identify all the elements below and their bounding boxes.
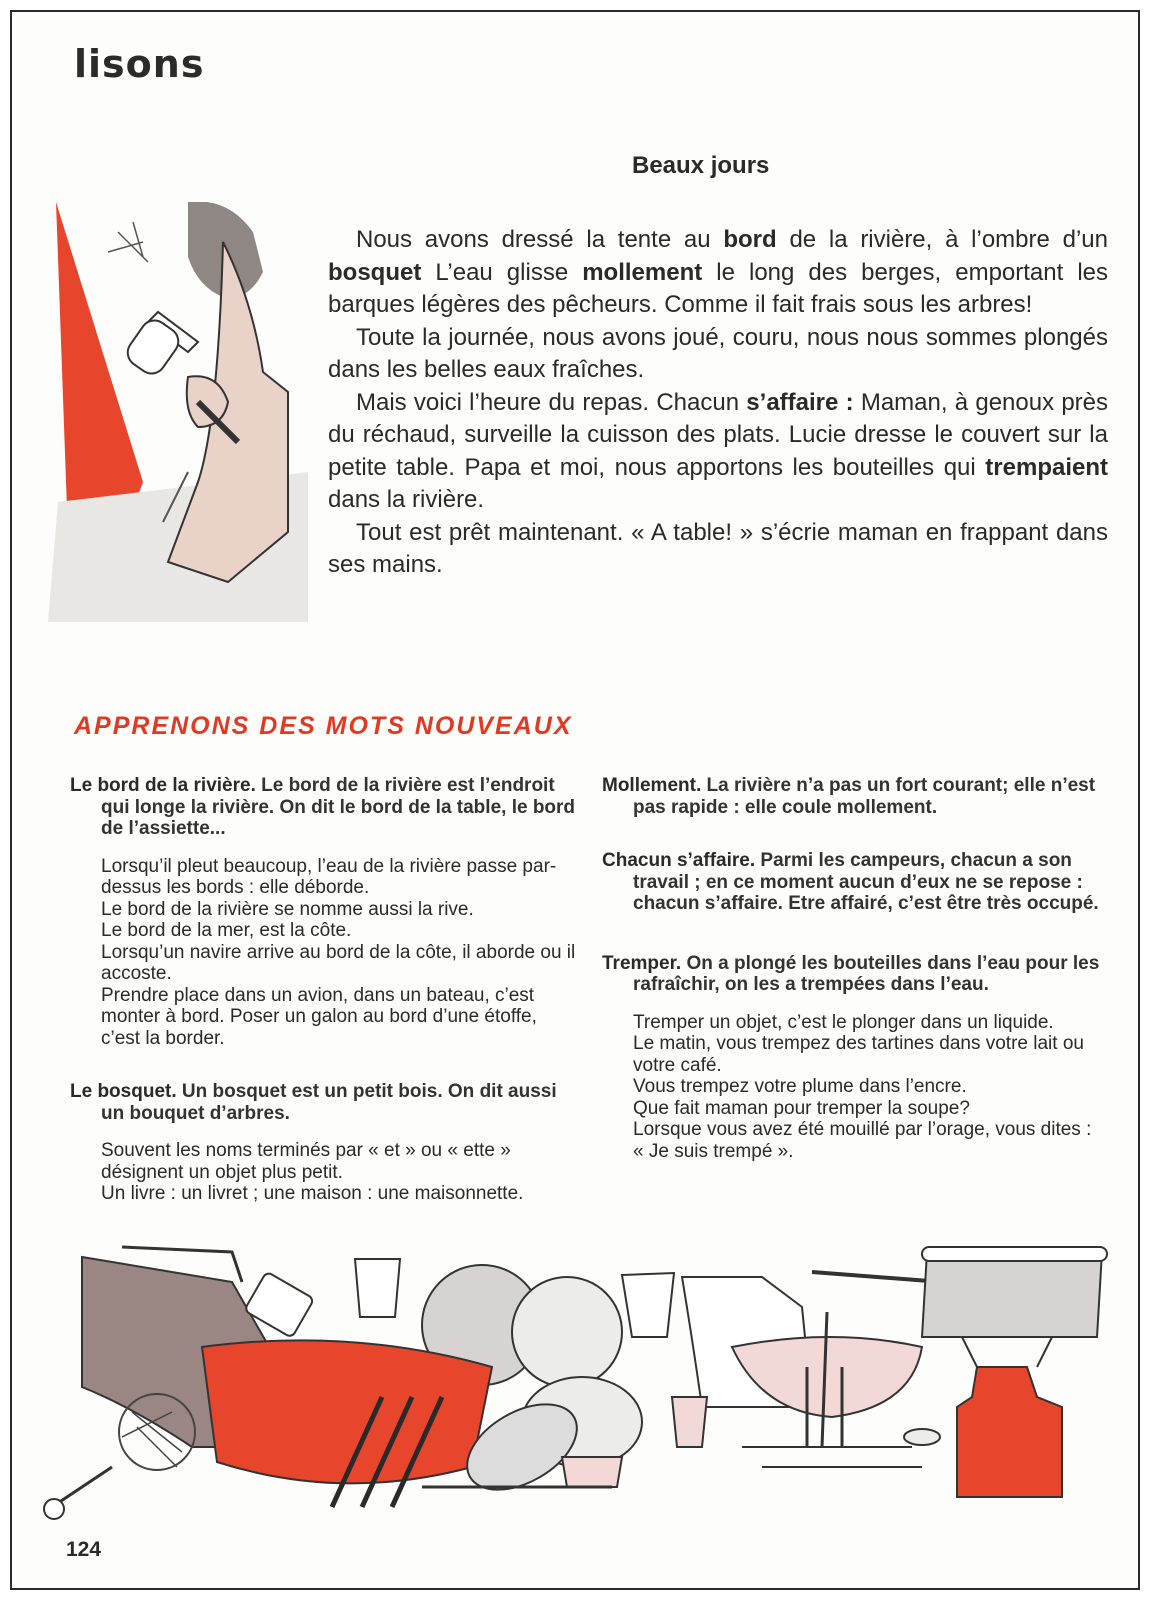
example-line: Lorsqu’il pleut beaucoup, l’eau de la rivière passe par-dessus les bords : elle déborde. [101,855,557,898]
vocab-entry-mollement [602,775,1107,818]
story-text-run: de la rivière, à l’ombre d’un [776,226,1108,253]
vocabulary-heading: APPRENONS DES MOTS NOUVEAUX [74,712,573,740]
vocab-definition: On a plongé les bouteilles dans l’eau pour les rafraîchir, on les a trempées dans l’eau. [633,952,1100,995]
story-text-run: Maman, à genoux près du réchaud, surveille la cuisson des plats. Lucie dresse le couvert sur la petite table. Papa et moi, nous apportons les bouteilles qui [328,388,1109,481]
vocabulary-column-left [70,775,580,1205]
vocab-keyword: bord [723,226,777,253]
vocab-term: Mollement. [602,775,702,796]
vocab-entry-bosquet [70,1081,580,1124]
vocab-examples-bord [70,856,580,1050]
example-line: Tremper un objet, c’est le plonger dans un liquide. [633,1011,1054,1033]
example-line: Lorsque vous avez été mouillé par l’orage, vous dites : « Je suis trempé ». [633,1119,1092,1162]
vocab-definition: Un bosquet est un petit bois. On dit aussi un bouquet d’arbres. [101,1081,557,1124]
vocab-definition: La rivière n’a pas un fort courant; elle n’est pas rapide : elle coule mollement. [633,775,1096,818]
story-text-run: Mais voici l’heure du repas. Chacun [356,388,747,416]
story-text-run: Toute la journée, nous avons joué, couru, nous nous sommes plongés dans les belles eaux fraîches. [328,323,1108,383]
story-paragraph [328,322,1108,387]
example-line: Le bord de la mer, est la côte. [101,920,352,941]
story-text-run: L’eau glisse [421,258,583,286]
tent-illustration [48,202,318,622]
vocab-term: Le bord de la rivière. [70,775,256,796]
picnic-utensils-illustration [42,1237,1122,1537]
vocab-keyword: bosquet [328,258,422,286]
page-number: 124 [66,1538,102,1561]
story-text-run: Tout est prêt maintenant. « A table! » s’écrie maman en frappant dans ses mains. [328,518,1108,578]
vocab-entry-bord [70,775,580,840]
vocab-term: Chacun s’affaire. [602,850,756,871]
example-line: Lorsqu’un navire arrive au bord de la côte, il aborde ou il accoste. [101,941,576,984]
vocab-keyword: trempaient [985,453,1108,481]
story-title: Beaux jours [632,152,770,179]
textbook-page [10,10,1140,1590]
vocab-term: Le bosquet. [70,1081,177,1102]
vocab-examples-tremper [602,1012,1107,1163]
vocab-entry-tremper [602,953,1107,996]
story-text [328,224,1108,582]
example-line: Le bord de la rivière se nomme aussi la rive. [101,898,474,920]
section-label: lisons [74,42,205,86]
example-line: Un livre : un livret ; une maison : une maisonnette. [101,1183,524,1204]
story-text-run: Nous avons dressé la tente au [356,226,724,253]
vocab-keyword: s’affaire : [746,388,854,416]
story-text-run: dans la rivière. [328,486,485,513]
vocab-examples-bosquet [70,1140,580,1205]
vocab-definition: Parmi les campeurs, chacun a son travail ; en ce moment aucun d’eux ne se repose : chacun s’affaire. Etre affairé, c’est être très occupé. [633,850,1099,914]
story-paragraph [328,517,1108,582]
example-line: Souvent les noms terminés par « et » ou « ette » désignent un objet plus petit. [101,1140,511,1183]
example-line: Que fait maman pour tremper la soupe? [633,1097,970,1119]
example-line: Vous trempez votre plume dans l’encre. [633,1076,967,1097]
vocab-definition: Le bord de la rivière est l’endroit qui longe la rivière. On dit le bord de la table, le bord de l’assiette... [101,775,576,839]
vocab-term: Tremper. [602,952,682,974]
story-text-run: le long des berges, emportant les barques légères des pêcheurs. Comme il fait frais sous les arbres! [328,258,1109,318]
story-paragraph [328,224,1108,322]
vocab-keyword: mollement [582,258,703,286]
example-line: Le matin, vous trempez des tartines dans votre lait ou votre café. [633,1033,1084,1076]
vocab-entry-saffaire [602,850,1107,915]
example-line: Prendre place dans un avion, dans un bateau, c’est monter à bord. Poser un galon au bord d’une étoffe, c’est la border. [101,984,537,1049]
story-paragraph [328,387,1108,517]
vocabulary-column-right [602,775,1107,1162]
